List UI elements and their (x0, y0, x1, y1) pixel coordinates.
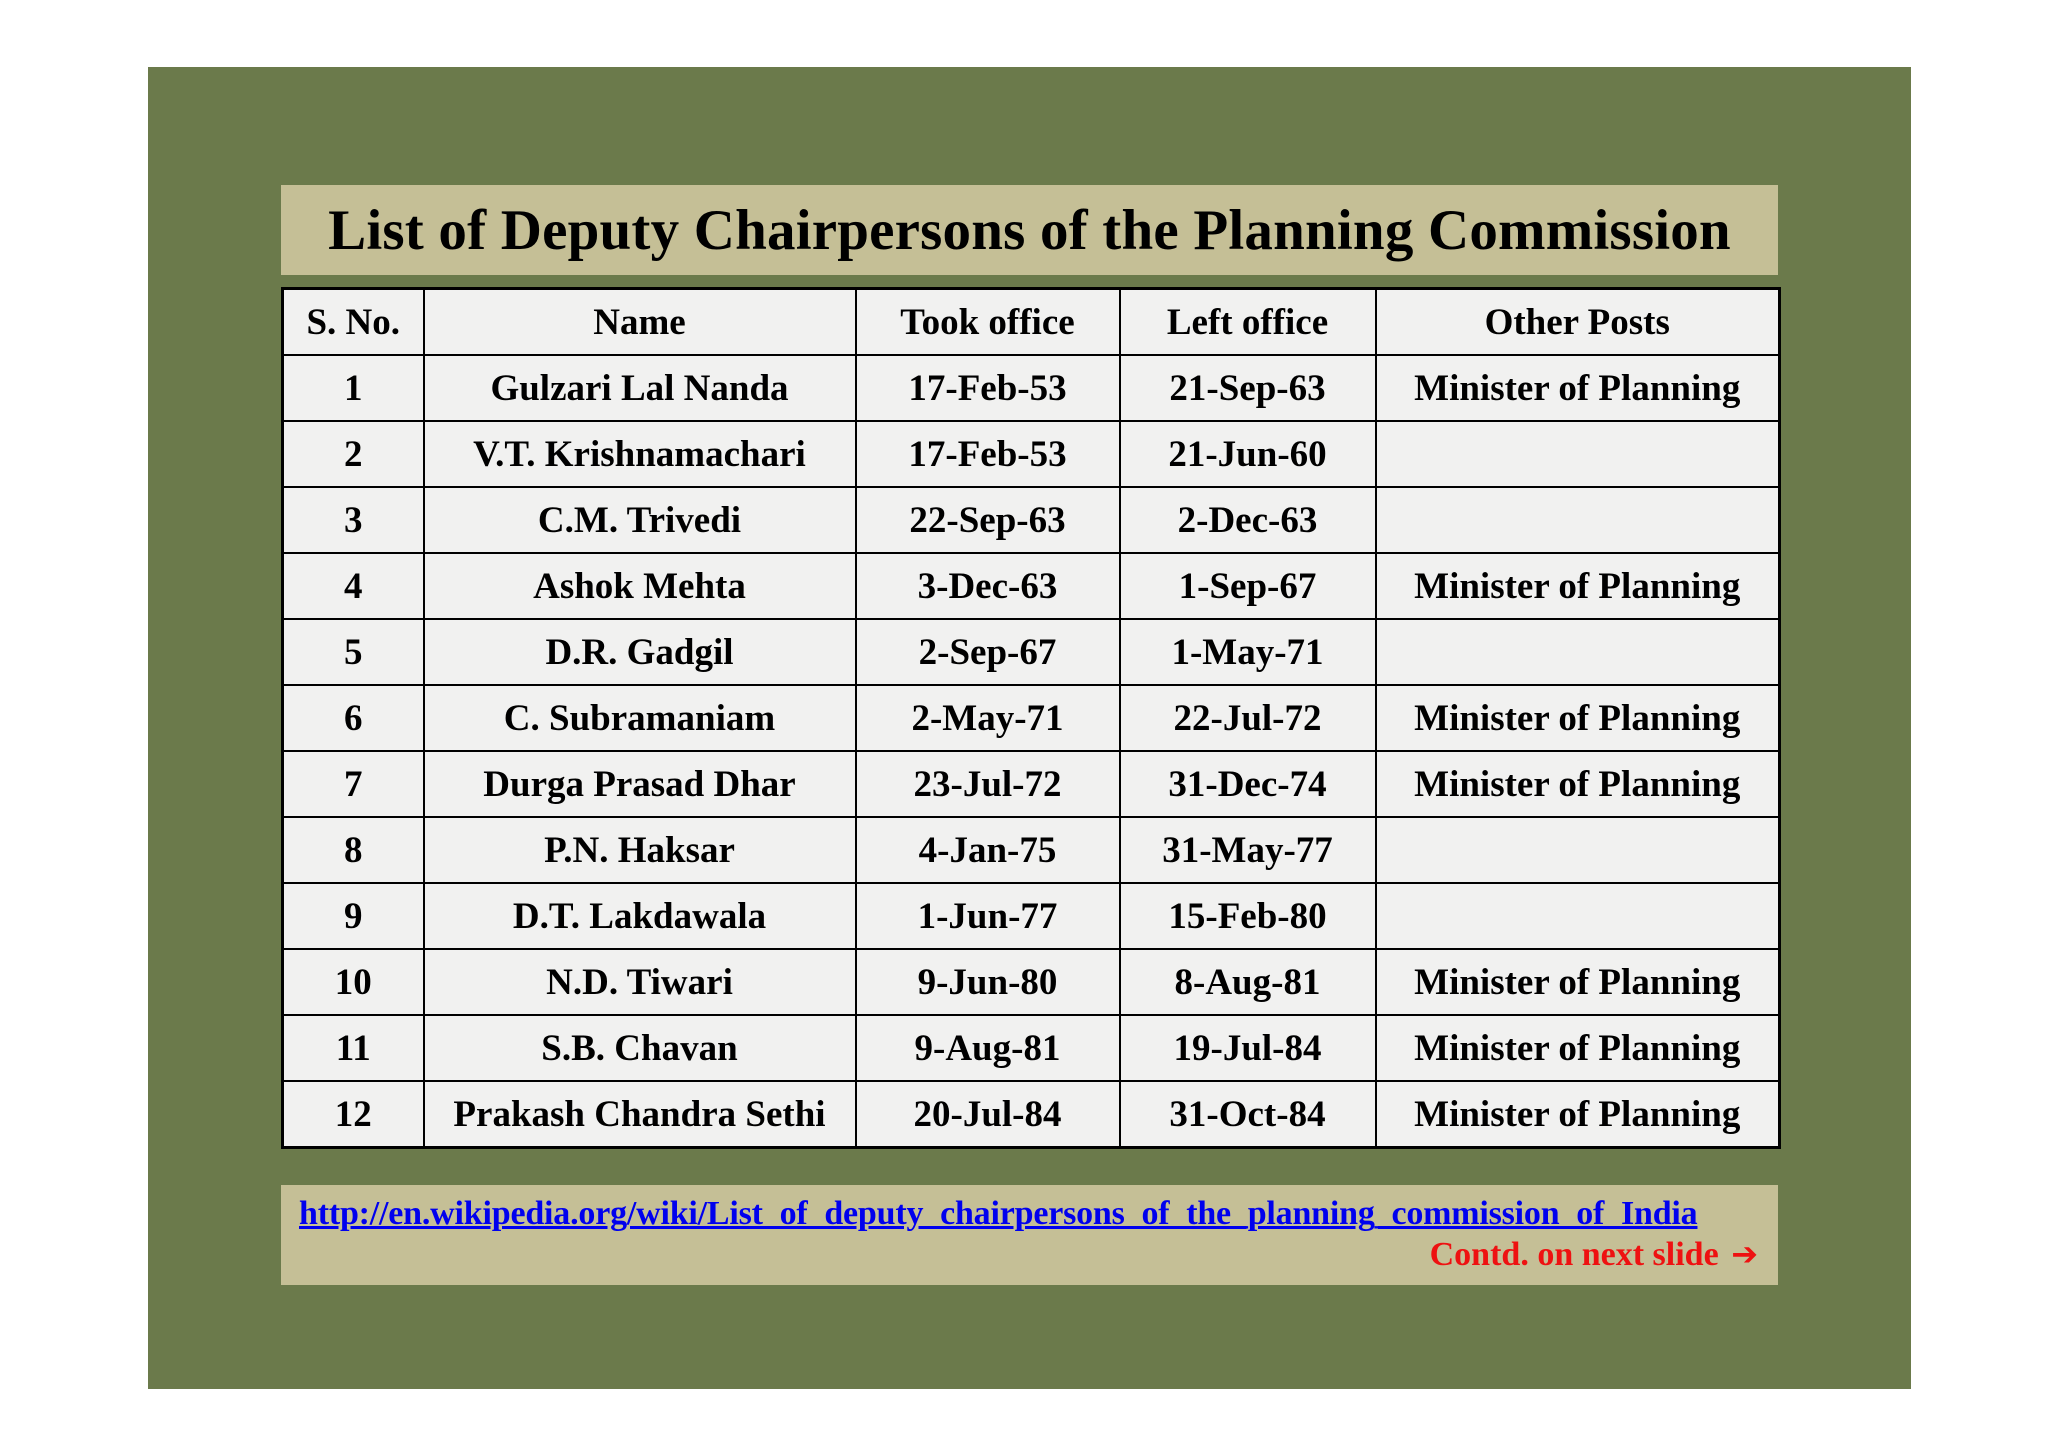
cell-sno: 4 (283, 553, 424, 619)
cell-sno: 8 (283, 817, 424, 883)
cell-took-office: 2-May-71 (856, 685, 1120, 751)
cell-took-office: 23-Jul-72 (856, 751, 1120, 817)
table-row (283, 817, 1780, 883)
cell-name: P.N. Haksar (424, 817, 856, 883)
cell-left-office: 21-Sep-63 (1120, 355, 1376, 421)
cell-other-posts: Minister of Planning (1376, 685, 1780, 751)
table-row (283, 619, 1780, 685)
cell-took-office: 4-Jan-75 (856, 817, 1120, 883)
cell-took-office: 9-Aug-81 (856, 1015, 1120, 1081)
cell-sno: 7 (283, 751, 424, 817)
cell-other-posts (1376, 883, 1780, 949)
cell-other-posts: Minister of Planning (1376, 355, 1780, 421)
cell-other-posts (1376, 619, 1780, 685)
deputy-chairpersons-table (281, 287, 1781, 1149)
cell-took-office: 9-Jun-80 (856, 949, 1120, 1015)
cell-left-office: 22-Jul-72 (1120, 685, 1376, 751)
cell-left-office: 31-Oct-84 (1120, 1081, 1376, 1148)
cell-took-office: 20-Jul-84 (856, 1081, 1120, 1148)
header-took-office: Took office (856, 289, 1120, 356)
header-left-office: Left office (1120, 289, 1376, 356)
cell-took-office: 3-Dec-63 (856, 553, 1120, 619)
table-header-row (283, 289, 1780, 356)
page-title: List of Deputy Chairpersons of the Planning Commission (328, 198, 1731, 262)
header-other-posts: Other Posts (1376, 289, 1780, 356)
cell-other-posts (1376, 487, 1780, 553)
cell-name: D.T. Lakdawala (424, 883, 856, 949)
slide (148, 67, 1911, 1389)
table-row (283, 553, 1780, 619)
header-sno: S. No. (283, 289, 424, 356)
cell-sno: 12 (283, 1081, 424, 1148)
continued-note (1430, 1235, 1758, 1274)
cell-name: D.R. Gadgil (424, 619, 856, 685)
cell-took-office: 17-Feb-53 (856, 421, 1120, 487)
cell-left-office: 1-Sep-67 (1120, 553, 1376, 619)
cell-sno: 5 (283, 619, 424, 685)
table-row (283, 1081, 1780, 1148)
cell-left-office: 2-Dec-63 (1120, 487, 1376, 553)
cell-other-posts: Minister of Planning (1376, 1015, 1780, 1081)
header-name: Name (424, 289, 856, 356)
cell-sno: 3 (283, 487, 424, 553)
source-link[interactable]: http://en.wikipedia.org/wiki/List_of_deputy_chairpersons_of_the_planning_commission_of_India (299, 1195, 1698, 1232)
table-row (283, 949, 1780, 1015)
cell-name: C. Subramaniam (424, 685, 856, 751)
table-row (283, 685, 1780, 751)
cell-sno: 11 (283, 1015, 424, 1081)
cell-other-posts: Minister of Planning (1376, 1081, 1780, 1148)
cell-left-office: 1-May-71 (1120, 619, 1376, 685)
arrow-right-icon: ➔ (1731, 1235, 1758, 1273)
cell-name: V.T. Krishnamachari (424, 421, 856, 487)
table-row (283, 355, 1780, 421)
cell-left-office: 21-Jun-60 (1120, 421, 1376, 487)
table-row (283, 883, 1780, 949)
cell-took-office: 22-Sep-63 (856, 487, 1120, 553)
cell-name: Durga Prasad Dhar (424, 751, 856, 817)
cell-took-office: 17-Feb-53 (856, 355, 1120, 421)
continued-label: Contd. on next slide (1429, 1236, 1719, 1273)
cell-name: Prakash Chandra Sethi (424, 1081, 856, 1148)
table-row (283, 421, 1780, 487)
cell-name: Ashok Mehta (424, 553, 856, 619)
cell-left-office: 8-Aug-81 (1120, 949, 1376, 1015)
cell-name: N.D. Tiwari (424, 949, 856, 1015)
title-band (281, 185, 1778, 275)
table-row (283, 751, 1780, 817)
table-row (283, 1015, 1780, 1081)
cell-sno: 6 (283, 685, 424, 751)
cell-sno: 2 (283, 421, 424, 487)
cell-sno: 9 (283, 883, 424, 949)
table-body (283, 355, 1780, 1148)
cell-left-office: 31-Dec-74 (1120, 751, 1376, 817)
cell-name: S.B. Chavan (424, 1015, 856, 1081)
cell-other-posts: Minister of Planning (1376, 553, 1780, 619)
footer-band (281, 1185, 1778, 1285)
cell-sno: 10 (283, 949, 424, 1015)
cell-left-office: 15-Feb-80 (1120, 883, 1376, 949)
cell-took-office: 1-Jun-77 (856, 883, 1120, 949)
table-row (283, 487, 1780, 553)
cell-name: C.M. Trivedi (424, 487, 856, 553)
cell-sno: 1 (283, 355, 424, 421)
cell-other-posts (1376, 421, 1780, 487)
cell-left-office: 19-Jul-84 (1120, 1015, 1376, 1081)
cell-left-office: 31-May-77 (1120, 817, 1376, 883)
cell-other-posts (1376, 817, 1780, 883)
cell-took-office: 2-Sep-67 (856, 619, 1120, 685)
cell-other-posts: Minister of Planning (1376, 949, 1780, 1015)
cell-other-posts: Minister of Planning (1376, 751, 1780, 817)
cell-name: Gulzari Lal Nanda (424, 355, 856, 421)
